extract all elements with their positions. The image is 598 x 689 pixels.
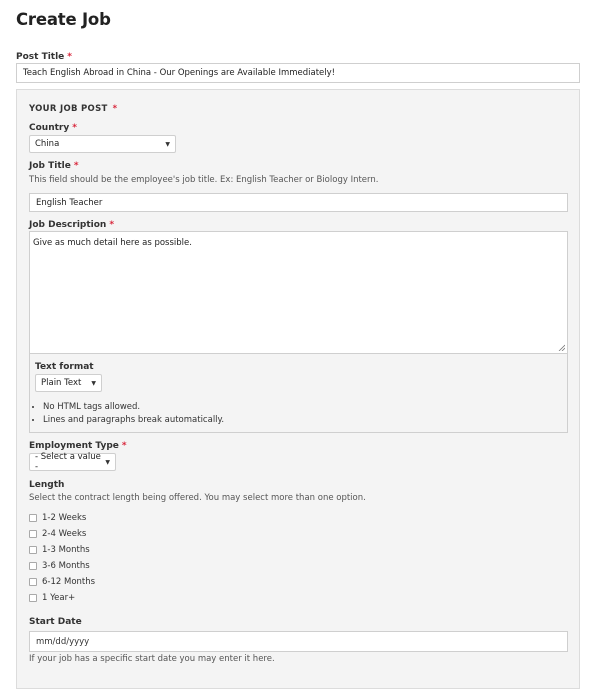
required-marker: *: [109, 220, 115, 230]
job-title-label-text: Job Title: [29, 161, 71, 171]
required-marker: *: [72, 123, 77, 133]
job-title-input[interactable]: [29, 193, 568, 212]
checkbox-label: 1 Year+: [42, 593, 76, 603]
text-format-label: Text format: [35, 362, 94, 372]
required-marker: *: [112, 104, 118, 114]
checkbox[interactable]: [29, 530, 37, 538]
length-option-1-year-plus[interactable]: [29, 593, 75, 603]
checkbox[interactable]: [29, 594, 37, 602]
post-title-label-text: Post Title: [16, 52, 65, 62]
job-description-label: [29, 220, 114, 230]
post-title-value: Teach English Abroad in China - Our Openings are Available Immediately!: [23, 68, 336, 78]
checkbox[interactable]: [29, 562, 37, 570]
length-description: Select the contract length being offered. You may select more than one option.: [29, 493, 366, 503]
country-label-text: Country: [29, 123, 70, 133]
text-format-tips: [29, 401, 224, 427]
page-title: Create Job: [16, 10, 111, 29]
job-post-legend-text: YOUR JOB POST: [29, 104, 108, 114]
length-option-2-4-weeks[interactable]: [29, 529, 86, 539]
start-date-placeholder: mm/dd/yyyy: [36, 636, 90, 647]
job-post-legend: [29, 104, 117, 114]
employment-type-selected-value: - Select a value -: [35, 452, 101, 472]
job-description-value: Give as much detail here as possible.: [33, 238, 192, 248]
checkbox-label: 3-6 Months: [42, 561, 90, 571]
list-item: • Lines and paragraphs break automatically.: [43, 414, 224, 427]
length-option-3-6-months[interactable]: [29, 561, 90, 571]
post-title-label: [16, 52, 72, 62]
length-option-1-3-months[interactable]: [29, 545, 90, 555]
job-description-textarea[interactable]: [29, 231, 568, 354]
checkbox[interactable]: [29, 514, 37, 522]
text-format-select[interactable]: [35, 374, 102, 392]
start-date-label: Start Date: [29, 617, 82, 627]
job-title-description: This field should be the employee's job title. Ex: English Teacher or Biology Intern.: [29, 175, 379, 185]
job-title-label: [29, 161, 79, 171]
employment-type-label: [29, 441, 127, 451]
length-label: Length: [29, 480, 65, 490]
post-title-input[interactable]: [16, 63, 580, 83]
start-date-input[interactable]: [29, 631, 568, 652]
checkbox[interactable]: [29, 546, 37, 554]
required-marker: *: [121, 441, 127, 451]
text-format-selected-value: Plain Text: [41, 378, 82, 388]
checkbox-label: 6-12 Months: [42, 577, 96, 587]
checkbox-label: 1-3 Months: [42, 545, 90, 555]
checkbox-label: 2-4 Weeks: [42, 529, 87, 539]
dropdown-arrow-icon: ▼: [91, 379, 96, 387]
job-description-label-text: Job Description: [29, 220, 107, 230]
list-item: • No HTML tags allowed.: [43, 401, 224, 414]
country-selected-value: China: [35, 139, 60, 149]
checkbox-label: 1-2 Weeks: [42, 513, 87, 523]
dropdown-arrow-icon: ▼: [165, 140, 170, 148]
length-option-6-12-months[interactable]: [29, 577, 95, 587]
required-marker: *: [67, 52, 73, 62]
resize-handle-icon[interactable]: [558, 344, 565, 351]
dropdown-arrow-icon: ▼: [105, 458, 110, 466]
employment-type-label-text: Employment Type: [29, 441, 119, 451]
employment-type-select[interactable]: [29, 453, 116, 471]
checkbox[interactable]: [29, 578, 37, 586]
country-label: [29, 123, 77, 133]
job-title-value: English Teacher: [36, 197, 103, 208]
start-date-description: If your job has a specific start date you may enter it here.: [29, 654, 275, 664]
required-marker: *: [73, 161, 79, 171]
length-option-1-2-weeks[interactable]: [29, 513, 86, 523]
country-select[interactable]: [29, 135, 176, 153]
